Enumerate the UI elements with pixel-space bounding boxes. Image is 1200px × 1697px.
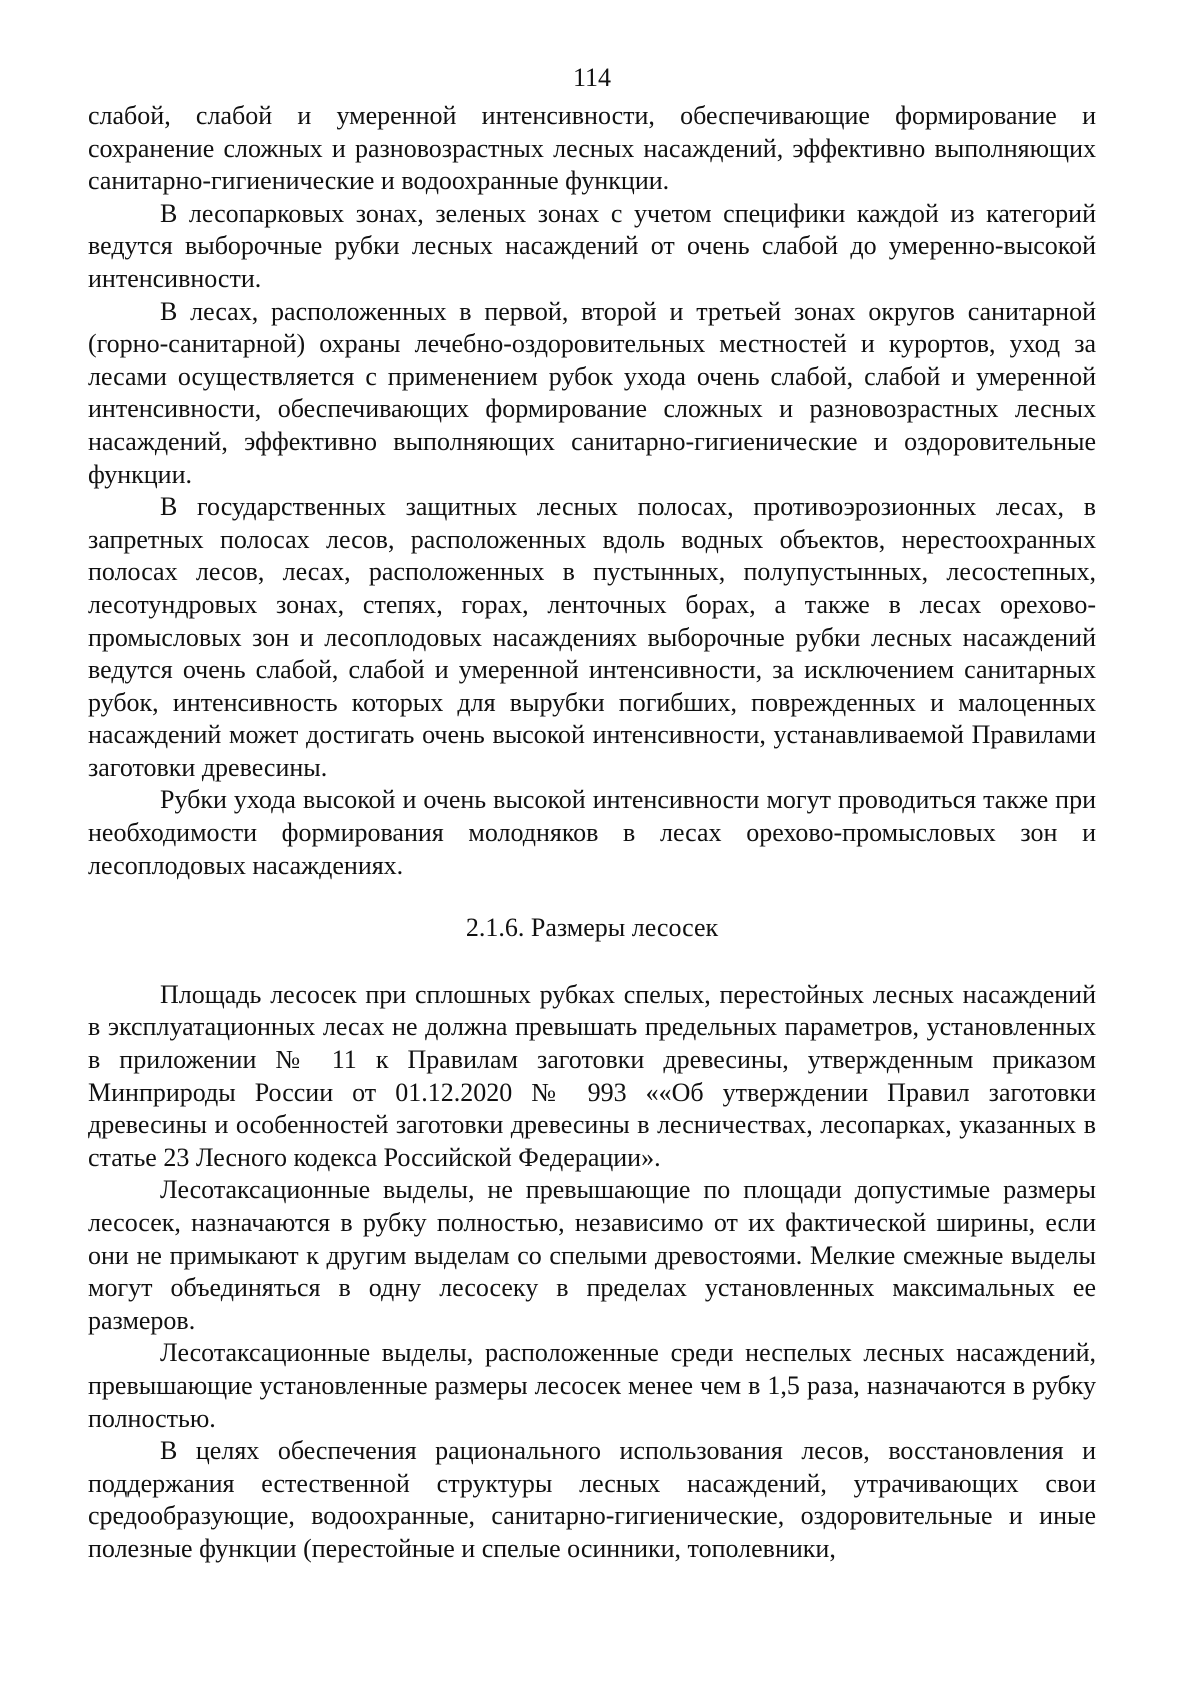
paragraph-2: В лесопарковых зонах, зеленых зонах с учетом специфики каждой из категорий ведутся выборочные рубки лесных насаждений от очень слабой до умеренно-высокой интенсивности.: [88, 198, 1096, 293]
paragraph-1: слабой, слабой и умеренной интенсивности, обеспечивающие формирование и сохранение сложных и разновозрастных лесных насаждений, эффективно выполняющих санитарно-гигиенические и водоохранные функции.: [88, 101, 1096, 196]
paragraph-9: В целях обеспечения рационального использования лесов, восстановления и поддержания естественной структуры лесных насаждений, утрачивающих свои средообразующие, водоохранные, санитарно-гигиенические, оздоровительные и иные полезные функции (перестойные и спелые осинники, тополевники,: [88, 1436, 1096, 1563]
paragraph-4: В государственных защитных лесных полосах, противоэрозионных лесах, в запретных полосах лесов, расположенных вдоль водных объектов, нерестоохранных полосах лесов, лесах, расположенных в пустынных, полупустынных, лесостепных, лесотундровых зонах, степях, горах, ленточных борах, а также в лесах орехово-промысловых зон и лесоплодовых насаждениях выборочные рубки лесных насаждений ведутся очень слабой, слабой и умеренной интенсивности, за исключением санитарных рубок, интенсивность которых для вырубки погибших, поврежденных и малоценных насаждений может достигать очень высокой интенсивности, устанавливаемой Правилами заготовки древесины.: [88, 492, 1096, 782]
document-page: [88, 56, 1096, 1566]
paragraph-8: Лесотаксационные выделы, расположенные среди неспелых лесных насаждений, превышающие установленные размеры лесосек менее чем в 1,5 раза, назначаются в рубку полностью.: [88, 1338, 1096, 1433]
paragraph-7: Лесотаксационные выделы, не превышающие по площади допустимые размеры лесосек, назначаются в рубку полностью, независимо от их фактической ширины, если они не примыкают к другим выделам со спелыми древостоями. Мелкие смежные выделы могут объединяться в одну лесосеку в пределах установленных максимальных ее размеров.: [88, 1175, 1096, 1335]
page-number: 114: [572, 63, 612, 92]
paragraph-3: В лесах, расположенных в первой, второй и третьей зонах округов санитарной (горно-санитарной) охраны лечебно-оздоровительных местностей и курортов, уход за лесами осуществляется с применением рубок ухода очень слабой, слабой и умеренной интенсивности, обеспечивающих формирование сложных и разновозрастных лесных насаждений, эффективно выполняющих санитарно-гигиенические и оздоровительные функции.: [88, 296, 1096, 489]
paragraph-6: Площадь лесосек при сплошных рубках спелых, перестойных лесных насаждений в эксплуатационных лесах не должна превышать предельных параметров, установленных в приложении № 11 к Правилам заготовки древесины, утвержденным приказом Минприроды России от 01.12.2020 № 993 ««Об утверждении Правил заготовки древесины и особенностей заготовки древесины в лесничествах, лесопарках, указанных в статье 23 Лесного кодекса Российской Федерации».: [88, 979, 1096, 1172]
paragraph-5: Рубки ухода высокой и очень высокой интенсивности могут проводиться также при необходимости формирования молодняков в лесах орехово-промысловых зон и лесоплодовых насаждениях.: [88, 785, 1096, 880]
section-heading: 2.1.6. Размеры лесосек: [465, 913, 719, 943]
